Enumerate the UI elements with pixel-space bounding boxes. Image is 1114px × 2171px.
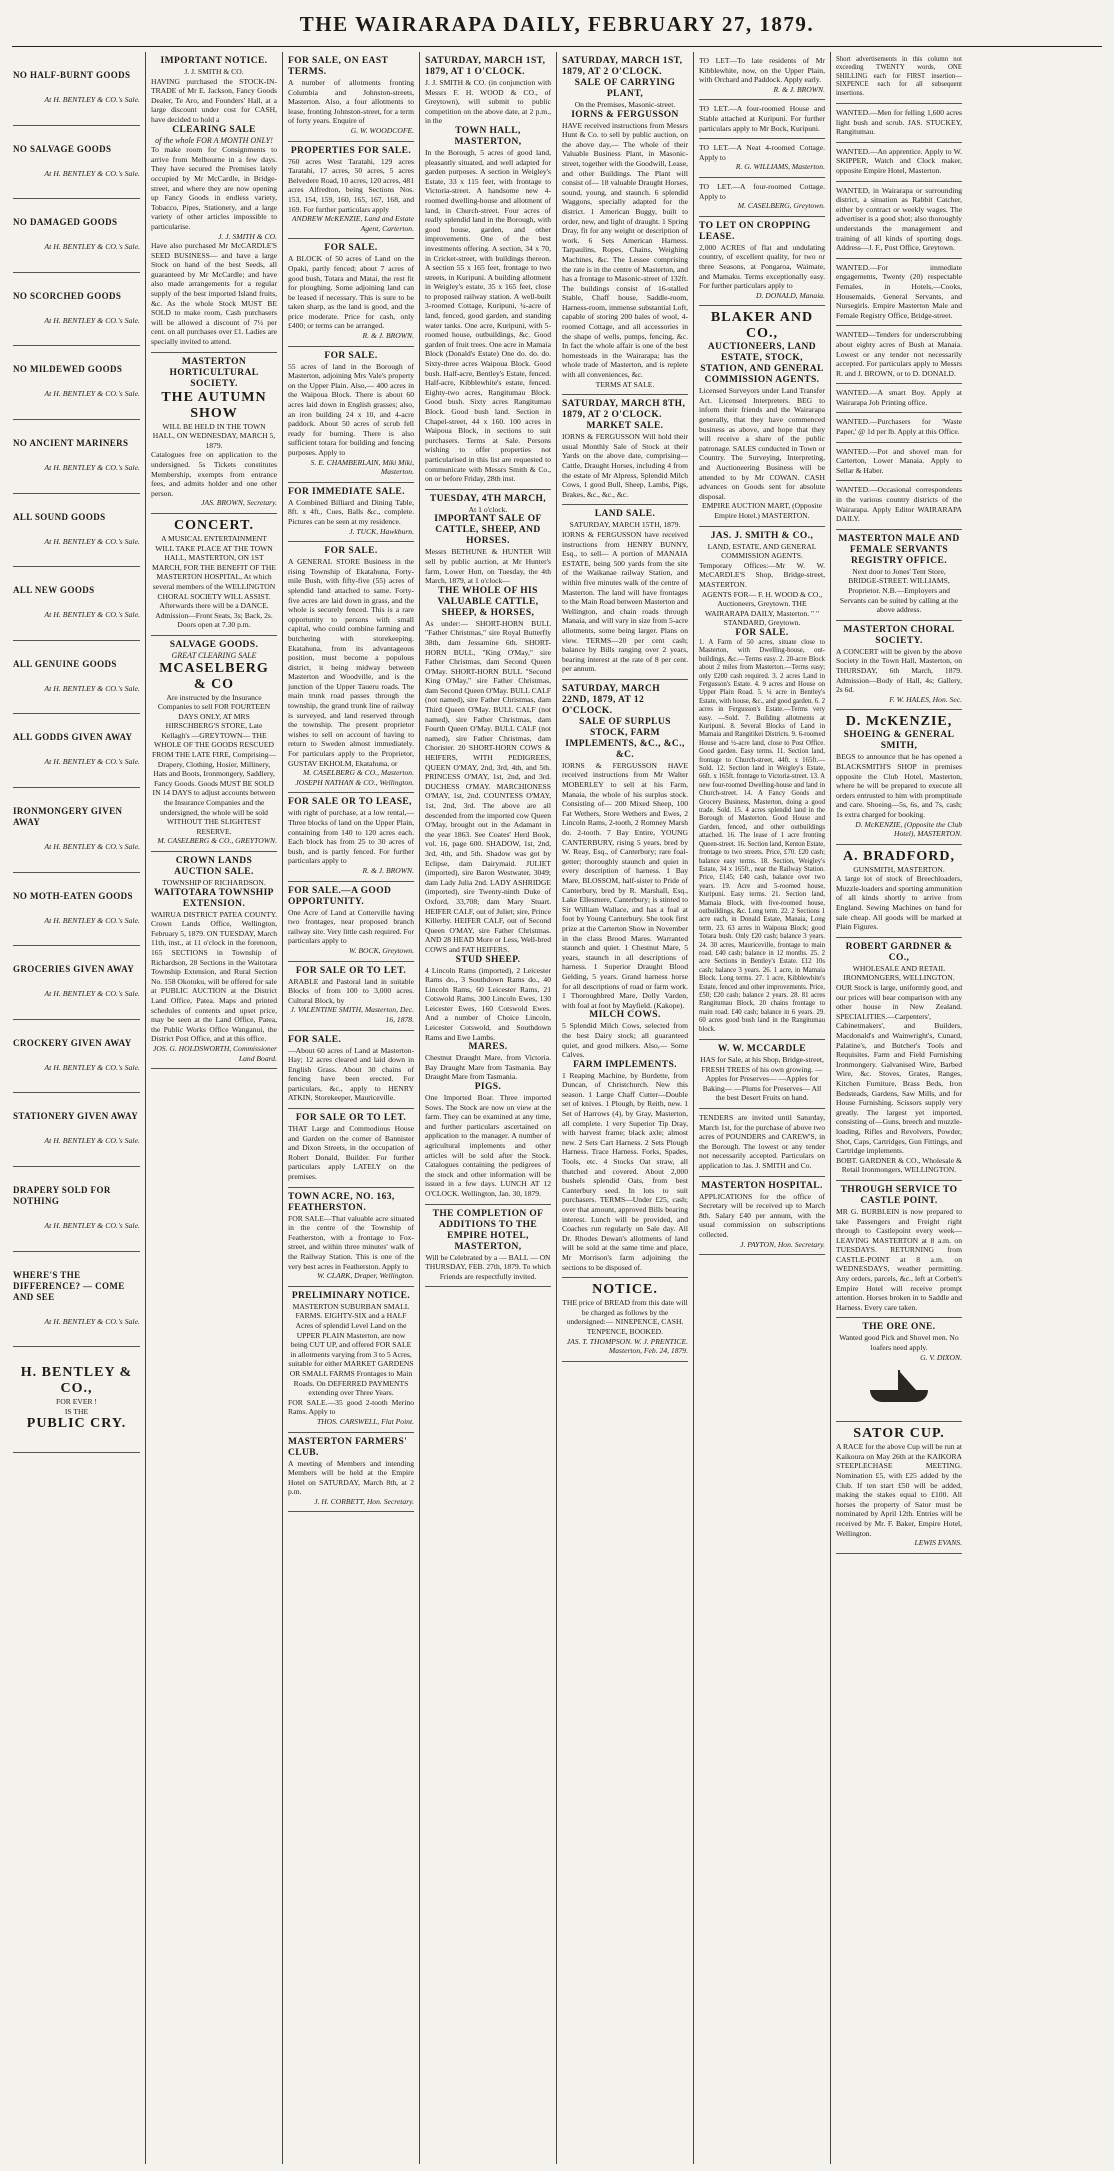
cattle-sale-ad [425,490,551,1205]
prelim-heading: PRELIMINARY NOTICE. [291,1290,411,1301]
wanted-5 [836,326,962,384]
smith-agents-ad [699,527,825,1040]
town-hall-sale-ad [425,52,551,490]
tue-title: IMPORTANT SALE OF CATTLE, SHEEP, AND HORSES. [434,514,542,547]
land-sale-ad [562,505,688,680]
mkt-title: MARKET SALE. [586,421,664,432]
town-body: FOR SALE—That valuable acre situated in the centre of the Township of Featherston, with a frontage to Fox-street, and within three minutes' walk of the Railway Station. This is one of the very best acres in Featherston. Apply to [288,1213,414,1271]
teaser-sub: At H. BENTLEY & CO.'s Sale. [44,1316,140,1326]
teaser-heading: NO MILDEWED GOODS [13,364,123,375]
crop-body: 2,000 ACRES of flat and undulating country, of excellent quality, for two or three Seasons, at Pongaroa, Waimate, and Mamaku. Terms exceptionally easy. For further particulars apply to [699,242,825,291]
surplus-body: IORNS & FERGUSSON HAVE received instructions from Mr Walter MOBERLEY to sell at his Farm, Manaia, the whole of his surplus stock. Consisting of— 200 Mixed Sheep, 100 Fat Wethers, Store Wethers and Ewes, 2 Lincoln Rams, 2-tooth, 2 Romney Marsh do. 2-tooth. 7 Bay Entire, YOUNG CANTERBURY, rising 5 years, bred by W. Reay, Esq., of Canterbury; rare foal-getter; thoroughly staunch and quiet in every description of harness. 1 Bay Mare, BLOSSOM, half-sister to Pride of Canterbury, bred by R. Marshall, Esq., Lake Ellesmere, Canterbury; is stinted to Sir William Wallace, and has a foal at foot by Young Canterbury. She took first prize at the Carterton Show in November in the class Brood Mares. Warranted staunch and quiet. 1 Chestnut Mare, 5 years, staunch in all descriptions of harness. 1 Superior Draught Blood Gelding, 5 years. Grand harness horse for all descriptions of road or farm work. 1 Thoroughbred Mare, Dolly Varden, with foal at foot by Mayfield. (Kakope). [562,760,688,1010]
club-heading: MASTERTON FARMERS' CLUB. [288,1436,408,1458]
invest-body: One Acre of Land at Cotterville having two frontages, near proposed branch railway site. Very little cash required. For particulars apply to [288,907,414,946]
bentley-teaser-ad [13,714,140,788]
column-2 [145,52,282,2164]
bread-body: THE price of BREAD from this date will be charged as follows by the undersigned:— NINEPENCE, CASH. TENPENCE, BOOKED. [562,1298,688,1336]
smith-body: Temporary Offices:—Mr W. W. McCARDLE'S Shop, Bridge-street, MASTERTON. [699,560,825,589]
opportunity-ad [288,882,414,962]
crown-lands-ad [151,852,277,1069]
east-terms-ad [288,52,414,142]
let1-signature: R. & J. BROWN. [773,84,825,94]
store-signature: M. CASELBERG & CO., Masterton. JOSEPH NATHAN & CO., Wellington. [295,768,414,787]
house-let-ad [288,1109,414,1188]
teaser-heading: ALL SOUND GOODS [13,511,106,522]
let-body: with right of purchase, at a low rental,— Three blocks of land on the Upper Plain, containing from 140 to 120 acres each. Each block has from 25 to 30 acres of bush, and is partly fenced. For further particulars apply to [288,808,414,866]
wanted-8 [836,443,962,482]
teaser-sub: At H. BENTLEY & CO.'s Sale. [44,915,140,925]
stud-heading: STUD SHEEP. [455,954,521,965]
columns [8,52,1106,2164]
immediate-sale-ad [288,483,414,542]
column-4 [419,52,556,2164]
wanted-7-body: WANTED.—Purchasers for 'Waste Paper,' @ 1d per lb. Apply at this Office. [836,417,962,437]
choral-body: A CONCERT will be given by the above Society in the Town Hall, Masterton, on THURSDAY, 6th March, 1879. Admission—Body of Hall, 4s; Gallery, 2s 6d. [836,646,962,695]
teaser-sub: At H. BENTLEY & CO.'s Sale. [44,1062,140,1072]
blaker-ad [699,306,825,526]
notice-heading: IMPORTANT NOTICE. [160,56,268,66]
notice-firm: J. J. SMITH & CO. [184,67,244,76]
rg-heading: ROBERT GARDNER & CO., [845,941,953,963]
crown-sub: TOWNSHIP OF RICHARDSON. [162,878,266,887]
let4-body: TO LET.—A four-roomed Cottage. Apply to [699,181,825,201]
masthead-rule [12,46,1102,47]
props-body: 760 acres West Taratahi, 129 acres Taratahi, 17 acres, 50 acres, 5 acres Belvedere Road, 10 acres, 120 acres, 481 acres Alfredton, being Sections Nos. 153, 154, 159, 160, 165, 167, 168, and 169. For further particulars apply [288,156,414,214]
store-sale-ad [288,542,414,793]
surplus-heading: SATURDAY, MARCH 22ND, 1879, AT 12 O'CLOCK. [562,683,661,716]
sat-body: In the Borough, 5 acres of good land, pleasantly situated, and well adapted for garden purposes. A section in Weigley's Estate, 33 x 115 feet, with frontage to Victoria-street. A handsome new 4-roomed dwelling-house and allotment of land, in Church-street. Four acres of really splendid land in the Borough, with good house, garden, and other improvements. One of the best investments offering. A section, 34 x 70, in Cricket-street, with buildings thereon. A section 55 x 165 feet, frontage to two streets, in Kuripuni. A building allotment in Weigley's estate, 35 x 165 feet, close to proposed railway station. A well-built 3-roomed Cottage, Kuripuni, ¼-acre of land, fenced, good garden, and standing water tanks. One acre, Kuripuni, with 5-roomed house, outbuildings, &c. Good garden of fruit trees. One acre in Mamaia Block (Donald's Estate) One do. do. do. Sixty-three acres Waipoua Block. Good bush. Half-acre, Bentley's Estate, fenced. Half-acre, Kibblewhite's estate, fenced. Eighty-two acres, Rangitumau Block. Good bush. Sixty acres Rangitumau Block. Good bush land. Section in Chapel-street, 44 x 160. 100 acres in Waipoua Block, in sections to suit purchasers. Terms at Sale. Persons wishing to offer properties not particularised in this list are requested to communicate with Messrs Smith & Co., on or before Friday, 28th inst. [425,147,551,484]
mkt-heading: SATURDAY, MARCH 8TH, 1879, AT 2 O'CLOCK. [562,399,686,421]
crown-body: WAIRUA DISTRICT PATEA COUNTY. Crown Lands Office, Wellington, February 5, 1879. ON TUESDAY, March 11th, inst., at 11 o'clock in the forenoon, 165 SECTIONS in Township of Richardson, 28 Sections in the Waitotara Township Extension, and Rural Section No. 158 Okotuku, will be offered for sale at PUBLIC AUCTION at the District Land Office, Patea. Maps and printed schedules of contents and upset price, may be seen at the Land Office, Patea, the Public Works Office Wanganui, the District Post Office, and at this office. [151,909,277,1044]
sator-body: A RACE for the above Cup will be run at Kaikoura on May 26th at the KAIKORA STEEPLECHASE MEETING. Nomination £5, with £25 added by the Club. If ten start £50 will be added, making the stakes equal to £100. All horses the property of Sator must be nominated by April 12th. Entries will be received by Mr. F. Baker, Empire Hotel, Wellington. [836,1442,962,1538]
notice-body: HAVING purchased the STOCK-IN-TRADE of Mr E. Jackson, Fancy Goods Dealer, Te Aro, and Founders' Hall, at a large discount under cost for CASH, have decided to hold a [151,76,277,124]
invest-signature: W. BOCK, Greytown. [348,945,414,955]
sale2-signature: S. E. CHAMBERLAIN, Miki Miki, Masterton. [310,457,414,477]
hort-body: Catalogues free on application to the undersigned. 5s Tickets constitutes Membership, exempts from entrance fees, and admits holder and one other person. [151,450,277,498]
prelim-sale: FOR SALE.—35 good 2-tooth Merino Rams. Apply to [288,1397,414,1417]
ship-woodcut-icon [864,1368,934,1410]
lett2-heading: FOR SALE. [288,1034,342,1045]
east-signature: G. W. WOODCOFE. [350,125,414,135]
hosp-signature: J. PAYTON, Hon. Secretary. [740,1239,825,1249]
town-heading: TOWN ACRE, NO. 163, FEATHERSTON. [288,1191,395,1213]
herd-heading: THE WHOLE OF HIS VALUABLE CATTLE, SHEEP, & HORSES, [437,585,539,618]
salvage-heading: SALVAGE GOODS. [169,639,259,650]
teaser-sub: At H. BENTLEY & CO.'s Sale. [44,757,140,767]
ore-one-ad [836,1318,962,1422]
teaser-sub: At H. BENTLEY & CO.'s Sale. [44,841,140,851]
teaser-sub: At H. BENTLEY & CO.'s Sale. [44,462,140,472]
club-signature: J. H. CORBETT, Hon. Secretary. [314,1496,414,1506]
mc-firm: W. W. MCCARDLE [717,1044,807,1055]
town-acre-ad [288,1188,414,1287]
teaser-sub: At H. BENTLEY & CO.'s Sale. [44,536,140,546]
east-body: A number of allotments fronting Columbia and Johnston-streets, Masterton. Also, a four allotments to lease, fronting Johnston-street, for a term of forty years. Enquire of [288,78,414,126]
mck-heading: D. McKENZIE, [845,714,953,730]
sale-signature: R. & J. BROWN. [362,331,414,341]
teaser-heading: NO DAMAGED GOODS [13,217,118,228]
column-5 [556,52,693,2164]
wanted-2-body: WANTED.—An apprentice. Apply to W. SKIPPER, Watch and Clock maker, opposite Empire Hotel, Masterton. [836,146,962,175]
clearing-sub: of the whole FOR A MONTH ONLY! [155,135,273,145]
teaser-sub: At H. BENTLEY & CO.'s Sale. [44,389,140,399]
smith-notice-ad [151,52,277,353]
rates-body: Short advertisements in this column not exceeding TWENTY words, ONE SHILLING each for FIRST insertion—SIXPENCE each for all subsequent insertions. [836,56,962,97]
bread-heading: NOTICE. [592,1282,658,1298]
teaser-heading: NO ANCIENT MARINERS [13,437,129,448]
rates-notice [836,52,962,104]
wanted-6 [836,384,962,413]
bentley-teaser-ad [13,52,140,126]
tender-body: TENDERS are invited until Saturday, March 1st, for the purchase of above two acres of POUNDERS and CAREW'S, in the Borough. The lowest or any tender not necessarily accepted. Particulars on application to Jas. J. SMITH and Co. [699,1113,825,1170]
salvage-sub: GREAT CLEARING SALE [171,650,257,660]
teaser-sub: At H. BENTLEY & CO.'s Sale. [44,95,140,104]
wanted-2 [836,143,962,182]
teaser-heading: ALL GODDS GIVEN AWAY [13,732,133,743]
land-heading: LAND SALE. [594,509,656,520]
bentley-teaser-ad [13,788,140,873]
let3-signature: R. G. WILLIAMS, Masterton. [735,162,825,172]
to-let-1 [699,52,825,100]
hort-signature: JAS. BROWN, Secretary. [201,498,277,508]
teaser-heading: DRAPERY SOLD FOR NOTHING [13,1184,111,1206]
masthead-title: THE WAIRARAPA DAILY, FEBRUARY 27, 1879. [299,11,815,36]
cropping-lease-ad [699,217,825,307]
herd-body: As under:— SHORT-HORN BULL "Father Christmas," sire Royal Butterfly 38th, dam Jessamine 6th. SHORT-HORN BULL, "King O'May," sire Father Christmas, dam Second Queen O'May. SHORT-HORN BULL "Second King O'May," sire Father Christmas, dam Second Queen O'May. BULL CALF (not named), sire Father Christmas, dam Third Queen O'May. BULL CALF (not named), sire Father Christmas, dam Fourth Queen O'May. BULL CALF (not named), sire Father Christmas, dam Chorister. 20 SHORT-HORN COWS & HEIFERS, WITH PEDIGREES, QUEEN O'MAY, 2nd, 3rd, 4th, and 5th. PRINCESS O'MAY, 1st, 2nd, and 3rd. DUCHESS O'MAY. MARCHIONESS O'MAY, 1st, 2nd. COUNTESS O'MAY, 1st, 2nd, 3rd. The above are all descended from the imported cow Queen O'May, brought out in the Adamant in the year 1863. See Coates' Herd Book, vol. 16, page 600. SHADOW, 1st, 2nd, 3rd, 4th, and 5th. Shadow was got by Eclipse, dam Dairymaid. JULIET (imported), sire Baron Westwater, 3049; dam Lady Julia 2nd. LADY ASHRIDGE (imported), sire Twenty-ninth Duke of Oxford, 33,708; dam Mary Stuart. HEIFER CALF, out of Juliet; sire, Prince Killerby. HEIFER CALF, out of Second Queen O'MAY, sire Father Christmas. AND 28 HEAD More or Less, Well-bred COWS and FAT HEIFERS. [425,618,551,954]
prelim-signature: THOS. CARSWELL, Flat Point. [316,1416,414,1426]
bread-notice-ad [562,1278,688,1362]
land-date: SATURDAY, MARCH 15TH, 1879. [569,520,681,530]
lett-heading: FOR SALE OR TO LET. [295,965,407,976]
mares-heading: MARES. [468,1042,508,1053]
plant-where: On the Premises, Masonic-street. [574,100,676,109]
reg-body: Next door to Jones' Tent Store, BRIDGE-STREET. WILLIAMS, Proprietor. N.B.—Employers and Servants can be suited by calling at the above address. [839,566,959,615]
mkt-body: IORNS & FERGUSSON Will hold their usual Monthly Sale of Stock at their Yards on the above date, comprising— Cattle, Draught Horses, including 4 from the estate of Mr Alpress, Splendid Milch Cows, 1 good Bull, Sheep, Lambs, Pigs, Brakes, &c., &c., &c. [562,432,688,499]
imm-signature: J. TUCK, Hawkburn. [349,526,414,536]
salvage-firm: MCASELBERG & CO [159,660,269,692]
concert-heading: CONCERT. [174,517,254,533]
milch-body: 5 Splendid Milch Cows, selected from the best Dairy stock; all guaranteed quiet, and good milkers. Also,— Some Calves. [562,1021,688,1060]
masthead [0,0,1114,48]
wanted-5-body: WANTED—Tenders for underscrubbing about eighty acres of Bush at Manaia. Lowest or any tender not necessarily accepted. For particulars apply to Messrs R. and J. BROWN, or to D. DONALD. [836,330,962,378]
teaser-sub: At H. BENTLEY & CO.'s Sale. [44,1220,140,1230]
rg-sub: WHOLESALE AND RETAIL IRONMONGERS, WELLINGTON. [843,963,955,983]
crown-signature: JOS. G. HOLDSWORTH, Commissioner Land Board. [152,1043,277,1063]
lett3-body: THAT Large and Commodious House and Garden on the corner of Bannister and Dixon Streets, in the occupation of Robert Donald, Builder. For further particulars apply LATELY on the premises. [288,1124,414,1182]
teaser-heading: NO SALVAGE GOODS [13,143,112,154]
mck-body: BEGS to announce that he has opened a BLACKSMITH'S SHOP in premises opposite the Club Hotel, Masterton, where he will be prepared to execute all orders entrusted to him with promptitude and care. Shoeing—5s, 6s, and 7s, cash; 1s extra charged for booking. [836,752,962,819]
lett-body: ARABLE and Pastoral land in suitable Blocks of from 100 to 3,000 acres. Cultural Block, by [288,976,414,1005]
brad-sub: GUNSMITH, MASTERTON. [853,864,945,874]
smith-agents: AGENTS FOR— F. H. WOOD & CO., Auctioneers, Greytown. THE WAIRARAPA DAILY, Masterton. " " STANDARD, Greytown. [701,589,823,628]
plant-title: SALE OF CARRYING PLANT, [574,78,676,99]
teaser-heading: WHERE'S THE DIFFERENCE? — COME AND SEE [13,1269,125,1302]
town-signature: W. CLARK, Draper, Wellington. [317,1271,414,1281]
steam-body: MR G. BURBLEIN is now prepared to take Passengers and Freight right through to Castlepoint every week— LEAVING MASTERTON at 8 a.m. on TUESDAYS. RETURNING from CASTLE-POINT at 8 a.m. on WEDNESDAYS, weather permitting. Any orders, parcels, &c., left at Corbett's Empire Hotel will receive prompt attention. Horses broken in to Saddle and Harness. Every care taken. [836,1206,962,1312]
let-heading: FOR SALE OR TO LEASE, [288,797,412,808]
borough-sale-ad [288,347,414,483]
wanted-9 [836,481,962,529]
bentley-teaser-ad [13,346,140,420]
lease-ad [288,793,414,881]
hort-heading: MASTERTON HORTICULTURAL SOCIETY. [169,356,259,389]
let-signature: R. & J. BROWN. [362,865,414,875]
props-signature: ANDREW McKENZIE, Land and Estate Agent, Carterton. [291,214,414,233]
bentley-teaser-ad [13,1093,140,1167]
blaker-heading: BLAKER AND CO., [710,310,814,342]
wanted-4-body: WANTED.—For immediate engagements, Twenty (20) respectable Females, in Hotels,—Cooks, Housemaids, General Servants, and Nursegirls. Empire Masterton Male and Female Registry Office, Bridge-street. [836,262,962,320]
store-body: A GENERAL STORE Business in the rising Township of Ekatahuna, Forty-mile Bush, with fifty-five (55) acres of splendid land attached to same. Forty-five acres are laid down in grass, and the whole is securely fenced. This is a rare opportunity to persons with small capital, who could combine farming and butchering with storekeeping. Ekatahuna, from its advantageous position, must become a populous district, it being midway between Masterton and Woodville, and is the junction of the Upper Taueru roads. The main trunk road passes through the township, the grand trunk line of railway is surveyed, and land reserved through the township. The present proprietor wishes to sell on account of having to return to Sweden almost immediately. For particulars apply to the Proprietor, GUSTAV EKHOLM, Ekatahuna, or [288,557,414,768]
to-let-3 [699,139,825,178]
teaser-heading: ALL GENUINE GOODS [13,658,117,669]
wanted-3-body: WANTED, in Wairarapa or surrounding district, a situation as Rabbit Catcher, either by contract or weekly wages. The advertiser is a good shot; also thoroughly understands the management and training of all kinds of sporting dogs. Address—J. F., Post Office, Greytown. [836,185,962,253]
teaser-sub: At H. BENTLEY & CO.'s Sale. [44,610,140,620]
lett2-body: —About 60 acres of Land at Masterton-Hay; 12 acres cleared and laid down in English Grass. About 30 chains of fencing have been erected. For particulars, &c., apply to HENRY ATKIN, Storekeeper, Mauriceville. [288,1045,414,1103]
let4-signature: M. CASELBERG, Greytown. [737,201,825,211]
imm-heading: FOR IMMEDIATE SALE. [288,486,405,497]
prelim-body: MASTERTON SUBURBAN SMALL FARMS. EIGHTY-SIX and a HALF Acres of splendid Level Land on the UPPER PLAIN Masterton, are now being CUT UP, and offered FOR SALE in allotments varying from 3 to 5 Acres, suitable for either MARKET GARDENS OR SMALL FARMS Frontages to Main Roads. On DEFERRED PAYMENTS extending over Three Years. [288,1301,414,1398]
bread-signature: JAS. T. THOMPSON. W. J. PRENTICE. Masterton, Feb. 24, 1879. [566,1336,688,1356]
column-3 [282,52,419,2164]
choral-heading: MASTERTON CHORAL SOCIETY. [843,624,955,646]
sator-heading: SATOR CUP. [853,1426,945,1442]
teaser-heading: CROCKERY GIVEN AWAY [13,1037,132,1048]
stud-body: 4 Lincoln Rams (imported), 2 Leicester Rams do., 3 Southdown Rams do., 40 Lincoln Rams, 60 Leicester Rams, 21 Cotswold Rams, 300 Lincoln Ewes, 130 Leicester Ewes, 160 Cotswold Ewes. And a number of Choice Lincoln, Leicester Cotswold, and Southdown Rams and Ewe Lambs. [425,965,551,1042]
column-6 [693,52,830,2164]
bentley-teaser-ad [13,1020,140,1094]
teaser-heading: NO HALF-BURNT GOODS [13,70,131,80]
bentley-teaser-ad [13,420,140,494]
brad-body: A large lot of stock of Breechloaders, Muzzle-loaders and sporting ammunition of all kinds shortly to arrive from England. Sewing Machines on hand for sale cheap. All goods will be marked at Plain Figures. [836,874,962,932]
sale2-body: 55 acres of land in the Borough of Masterton, adjoining Mrs Vale's property on the Upper Plain. Also,— 400 acres in the Waipoua Block. There is about 60 acres laid down in English grasses; also, an iron building 24 x 10, and 4-acre paddock. About 50 acres of scrub fell ready for burning. There is also sufficient totara for building and fencing purposes. Apply to [288,361,414,457]
teaser-heading: STATIONERY GIVEN AWAY [13,1111,139,1122]
tue-heading: TUESDAY, 4TH MARCH, [429,493,547,504]
mares-body: Chestnut Draught Mare, from Victoria. Bay Draught Mare from Tasmania. Bay Draught Mare from Tasmania. [425,1053,551,1082]
dog-signature: G. V. DIXON. [920,1352,962,1362]
clearing-body: To make room for Consignments to arrive from Melbourne in a few days. They have secured the Premises lately occupied by Mr McCardle, in Bridge-street, and where they are now opening up Fancy Goods in endless variety, Tobacco, Pipes, Stationery, and a large variety of other articles impossible to particularise. [151,145,277,231]
properties-ad [288,142,414,240]
hort-where: WILL BE HELD IN THE TOWN HALL, ON WEDNESDAY, MARCH 5, 1879. [152,421,276,450]
reg-heading: MASTERTON MALE AND FEMALE SERVANTS REGISTRY OFFICE. [838,533,960,566]
teaser-sub: At H. BENTLEY & CO.'s Sale. [44,315,140,325]
closing-line-1: FOR EVER ! [56,1397,97,1407]
impl-heading: FARM IMPLEMENTS. [573,1059,677,1070]
clearing-signature: J. J. SMITH & CO. [218,231,277,241]
pigs-body: One Imported Boar. Three imported Sows. The Stock are now on view at the farm. They can be examined at any time, and further particulars ascertained on application to the manager. A number of agricultural implements and other articles will be sold after the Stock. Catalogues containing the pedigrees of the stock and other information will be issued in a few days. LUNCH AT 12 O'CLOCK. Wellington, Jan. 30, 1879. [425,1093,551,1198]
salvage-body: Are instructed by the Insurance Companies to sell FOR FOURTEEN DAYS ONLY, AT MRS HIRSCHBERG'S STORE, Late Kellagh's —GREYTOWN— THE WHOLE OF THE GOODS RESCUED FROM THE LATE FIRE, Comprising— Drapery, Clothing, Hosier, Millinery, Hats and Boots, Ironmongery, Saddlery, Fancy Goods. Goods MUST BE SOLD IN 14 DAYS to adjust accounts between the Insurance Companies and the undersigned, the whole will be sold WITHOUT THE SLIGHTEST RESERVE. [151,692,277,836]
wanted-3 [836,182,962,259]
teaser-sub: At H. BENTLEY & CO.'s Sale. [44,683,140,693]
bentley-teaser-ad [13,1167,140,1252]
east-heading: FOR SALE, ON EAST TERMS. [288,56,389,77]
preliminary-notice-ad [288,1287,414,1433]
bentley-teaser-ad [13,946,140,1020]
clearing-heading: CLEARING SALE [172,124,256,135]
mck-signature: D. McKENZIE, (Opposite the Club Hotel), MASTERTON. [855,819,962,839]
teaser-sub: At H. BENTLEY & CO.'s Sale. [44,242,140,252]
smith-sub: LAND, ESTATE, AND GENERAL COMMISSION AGENTS. [707,541,817,561]
blaker-mart: EMPIRE AUCTION MART, (Opposite Empire Hotel.) MASTERTON. [701,501,823,520]
hosp-body: APPLICATIONS for the office of Secretary will be received up to March 8th. Salary £40 per annum, with the usual commission on subscriptions collected. [699,1191,825,1239]
sale-or-let-ad [288,962,414,1031]
sale2-heading: FOR SALE. [324,350,378,361]
wanted-7 [836,413,962,442]
teaser-heading: NO MOTH-EATEN GOODS [13,890,133,901]
steam-heading: THROUGH SERVICE TO CASTLE POINT. [840,1184,958,1206]
plant-terms: TERMS AT SALE. [595,379,655,389]
crop-signature: D. DONALD, Manaia. [756,290,825,300]
hort-show: THE AUTUMN SHOW [161,389,267,421]
plant-heading: SATURDAY, MARCH 1ST, 1879, AT 2 O'CLOCK. [562,56,683,77]
teaser-heading: NO SCORCHED GOODS [13,290,122,301]
props-heading: PROPERTIES FOR SALE. [290,145,412,156]
bentley-teaser-ad [13,641,140,715]
opaki-sale-ad [288,239,414,346]
sator-cup-ad [836,1422,962,1554]
bentley-teaser-ad [13,126,140,200]
salvage-ad [151,636,277,852]
let2-body: TO LET.—A four-roomed House and Stable attached at Kuripuni. For further particulars apply to Mr Bock, Kuripuni. [699,104,825,133]
surplus-title: SALE OF SURPLUS STOCK, FARM IMPLEMENTS, &C., &C., &C. [565,716,685,760]
wanted-1 [836,104,962,143]
smith-list: 1. A Farm of 50 acres, situate close to Masterton, with Dwelling-house, out-buildings, &c.—Terms easy. 2. 20-acre Block about 2 miles from Masterton.—Terms easy; only £200 cash required. 3. 2 acres Land in Fergusson's Estate. 4. 9 acres and House on Upper Plain Road. 5. ¼ acre in Bentley's Estate, with house, &c., and good garden. 6. 2 acres in Fergusson's Estate.—Terms very easy. —Sold. 7. Building allotments at Kuripuni. 8. Several Blocks of Land in Mamaia and Rangitikei Districts. 9. 6-roomed House and ½-acre land, close to Post Office. Good garden. Easy terms. 11. Section land, frontage to Church-street, 44ft. x 165ft.—Sold. 12. Section land in Weigley's Estate, 66ft. x 165ft. frontage to Victoria-street. 13. A new four-roomed Dwelling-house and land in Church-street. 14. A Fancy Goods and Grocery Business, Masterton, doing a good trade. Sold. 15. 4 acres splendid land in the Borough of Masterton. Good House and Garden, fenced, and other outbuildings attached. 16. The lease of 1 acre fronting Queen-street. 16. Section land, Kenton Estate, frontage to two streets. Price, £70. £20 cash; balance easy terms. 18. Section, Weigley's Estate, 34 x 165ft., near the Railway Station. Price, £145; £40 cash, balance over two years. 19. Acre and 5-roomed house, Kuripuni. Easy terms. 21. Section land, Mamaia Block, with five-roomed house, outbuildings, &c. Long term. 22. 2 Sections 1 acre each, in Donald Estate, Manaia, Long term. 23. 63 acres in Waipoua Block; good Totara bush. Only £20 cash; balance 3 years. 24. 30 acres, Mauriceville, frontage to main road. £40 cash; balance in 12 months. 25. 2 acre Sections in Bentley's Estate. £12 10s cash; balance 3 years. 26. 1 acre, in Mamaia Block. Long terms. 27. 1 acre, Kibblewhite's Estate, fenced and other improvements. Price, £50; £20 cash; balance 2 years. 28. 81 acres Rangitumau Block, 20 chains frontage to main road. £40 cash; balance in 6 years. 29. 60 acres good bush land in the Rangitumau block. [699,638,825,1033]
sale-heading: FOR SALE. [324,243,378,254]
choral-signature: F. W. HALES, Hon. Sec. [889,694,962,704]
empire-hotel-ad [425,1205,551,1288]
registry-office-ad [836,530,962,621]
mckenzie-smith-ad [836,710,962,844]
bentley-teaser-ad [13,1252,140,1348]
let1-body: TO LET—To late residents of Mr Kibblewhite, now, on the Upper Plain, with Orchard and Paddock. Apply early. [699,56,825,85]
choral-society-ad [836,621,962,711]
masterton-hay-ad [288,1031,414,1110]
rg-signature: BOBT. GARDNER & CO., Wholesale & Retail Ironmongers, WELLINGTON. [836,1155,962,1175]
milch-heading: MILCH COWS. [589,1010,661,1021]
closing-firm: H. BENTLEY & CO., [20,1365,133,1397]
sator-signature: LEWIS EVANS. [914,1538,962,1548]
concert-ad [151,514,277,636]
column-1 [8,52,145,2164]
hospital-ad [699,1177,825,1256]
blaker-body: Licensed Surveyors under Land Transfer Act. Licensed Interpreters. BEG to inform their friends and the Wairarapa generally, that they have commenced business as above, and hope that they will receive a share of the public patronage. SALES conducted in Town or Country. The Surveying, Interpreting, and Auctioneering Business will be attended to by Mr COWAN. CASH advances on Goods sent for absolute disposal. [699,386,825,501]
crown-heading: CROWN LANDS AUCTION SALE. [174,856,254,877]
let3-body: TO LET.—A Neat 4-roomed Cottage. Apply to [699,143,825,162]
impl-body: 1 Reaping Machine, by Burdette, from Duncan, of Christchurch. New this season. 1 Large Chaff Cutter—Double set of knives. 1 Plough, by Reith, new. 1 Set of Harrows (4), by Gray, Masterton, all complete. 1 very Superior Tip Dray, with harvest frame; black axle; almost new. 2 Sets Cart Harness. 2 Sets Plough Harness. Trace Harness. Forks, Spades, Tools, etc. 4 Stocks Oat straw, all thatched and covered. About 2,000 bushels splendid Oats, from best Canterbury seed. In lots to suit purchasers. TERMS—Under £25, cash; over that amount, approved Bills bearing interest. Lunch will be provided, and Coaches run regularly on Sale day. All Dr. Rhodes Dewan's allotments of land will be sold at the same time and place, Mr Morrison's farm adjoining the sections to be disposed of. [562,1070,688,1272]
lett3-heading: FOR SALE OR TO LET. [295,1113,407,1124]
to-let-2 [699,100,825,139]
teaser-heading: GROCERIES GIVEN AWAY [13,964,135,975]
plant-firm: IORNS & FERGUSSON [571,109,679,120]
mc-body: HAS for Sale, at his Shop, Bridge-street, FRESH TREES of his own growing. —Apples for Preserves— —Apples for Baking— —Plums for Preserves— All the best Desert Fruits on hand. [700,1055,824,1103]
column-7 [830,52,967,2164]
closing-line-2: IS THE [64,1406,89,1416]
salvage-signature: M. CASELBERG & CO., GREYTOWN. [157,836,277,846]
imm-body: A Combined Billiard and Dining Table, 8ft. x 4ft., Cues, Balls &c., complete. Pictures can be seen at my residence. [288,497,414,526]
bentley-teaser-ad [13,273,140,347]
bentley-teaser-ad [13,873,140,947]
gardner-ad [836,938,962,1181]
bentley-teaser-ad [13,567,140,641]
wanted-4 [836,259,962,327]
hosp-heading: MASTERTON HOSPITAL. [701,1180,823,1191]
wanted-6-body: WANTED.—A smart Boy. Apply at Wairarapa Job Printing office. [836,388,962,407]
seed-body: Have also purchased Mr McCARDLE'S SEED BUSINESS— and have a large Stock on hand of the best Seeds, all guaranteed by Mr McCardle; and have also made arrangements for a regular supply of the best imported Island fruits, &c. As the whole Stock MUST BE SOLD to make room, Cash purchasers will be allowed a discount of 7½ per cent. on all purchases over £1. Ladies are specially invited to attend. [151,241,277,347]
sat-heading: SATURDAY, MARCH 1ST, 1879, AT 1 O'CLOCK. [425,56,546,77]
smith-list-heading: FOR SALE. [735,627,789,638]
empire-body: Will be Celebrated by a — BALL — ON THURSDAY, FEB. 27th, 1879. To which Friends are respectfully invited. [425,1252,551,1281]
land-body: IORNS & FERGUSSON have received instructions from HENRY BUNNY, Esq., to sell— A portion of MANAIA ESTATE, being 500 yards from the site of the Waikanae railway Station, and within five minutes walk of the centre of Masterton. The land will have frontages to the Main Road between Masterton and Wellington, and chain roads through Manaia, and will vary in size from 5-acre allotments, some being larger. Plans on view. TERMS—20 per cent cash; balance by Bills ranging over 2 years, bearing interest at the rate of 8 per cent. per annum. [562,529,688,674]
club-body: A meeting of Members and intending Members will be held at the Empire Hotel on SATURDAY, March 8th, at 2 p.m. [288,1458,414,1497]
teaser-sub: At H. BENTLEY & CO.'s Sale. [44,989,140,999]
market-sale-ad [562,395,688,505]
dog-heading: THE ORE ONE. [862,1322,936,1333]
bentley-teaser-ad [13,494,140,568]
carrying-plant-ad [562,52,688,395]
smith-heading: JAS. J. SMITH & CO., [710,530,814,541]
store-heading: FOR SALE. [324,546,378,557]
tenders-ad [699,1109,825,1177]
bentley-teaser-ad [13,199,140,273]
to-let-4 [699,178,825,217]
sat-firm: J. J. SMITH & CO. (in conjunction with Messrs F. H. WOOD & CO., of Greytown), will submit to public competition on the above date, at 2 p.m., in the [425,78,551,126]
sat-place: TOWN HALL, MASTERTON, [454,125,522,147]
bentley-closing-ad [13,1347,140,1453]
pigs-heading: PIGS. [474,1082,502,1093]
crop-heading: TO LET ON CROPPING LEASE. [699,220,811,242]
teaser-sub: At H. BENTLEY & CO.'s Sale. [44,168,140,178]
castlepoint-ad [836,1181,962,1319]
teaser-heading: IRONMONGERY GIVEN AWAY [13,805,123,827]
plant-body: HAVE received instructions from Messrs Hunt & Co. to sell by public auction, on the above day,— The whole of their Valuable Business Plant, in Masonic-street, together with the Goodwill, Lease, and other Buildings. The Plant will consist of— 18 valuable Draught Horses, sound, young, and staunch. 6 splendid Waggons, specially adapted for the district. 1 American Buggy, built to order, new, and light of draught. 1 Spring Dray, fit for any weight or description of work. 6 Sets American Harness. Tarpaulins, Ropes, Chains, Weighing Machines, &c. The Lessee comprising the rate is in the centre of Masterton, and has a frontage to Masonic-street of 132ft. The buildings consist of 16-stalled Stable, Chaff house, Saddle-room, Harness-room, immense substantial Loft, capable of storing 200 bales of wool, 4-roomed Cottage, and all accessories in the shape of wells, pumps, fencing, &c. In fact the whole affair is one of the best homesteads in the Wairarapa; has the whole trade of Masterton, and is replete with all conveniences, &c. [562,120,688,380]
dog-body: Wanted good Pick and Shovel men. No loafers need apply. [839,1333,959,1353]
invest-heading: FOR SALE.—A GOOD OPPORTUNITY. [288,885,392,907]
teaser-heading: ALL NEW GOODS [13,585,95,596]
bradford-ad [836,845,962,938]
mck-sub: SHOEING & GENERAL SMITH, [843,730,955,752]
empire-heading: THE COMPLETION OF ADDITIONS TO THE EMPIRE HOTEL, MASTERTON, [432,1208,544,1252]
horticultural-ad [151,353,277,514]
tue-body: Messrs BETHUNE & HUNTER Will sell by public auction, at Mr Hunter's farm, Lower Hutt, on Tuesday, the 4th March, 1879, at 1 o'clock— [425,547,551,586]
brad-heading: A. BRADFORD, [843,848,955,864]
teaser-sub: At H. BENTLEY & CO.'s Sale. [44,1136,140,1146]
wanted-1-body: WANTED.—Men for felling 1,600 acres light bush and scrub. JAS. STUCKEY, Rangitumau. [836,108,962,137]
mccardle-ad [699,1040,825,1109]
tue-sub: At 1 o'clock. [468,504,508,514]
wanted-9-body: WANTED.—Occasional correspondents in the various country districts of the Wairarapa. Apply Editor WAIRARAPA DAILY. [836,485,962,524]
concert-body: A MUSICAL ENTERTAINMENT WILL TAKE PLACE AT THE TOWN HALL, MASTERTON, ON 1ST MARCH, FOR THE BENEFIT OF THE MASTERTON HOSPITAL, At which several members of the WELLINGTON CHORAL SOCIETY WILL ASSIST. Afterwards there will be a DANCE. Admission—Front Seats, 3s; Back, 2s. Doors open at 7.30 p.m. [151,533,277,630]
wanted-8-body: WANTED.—Pot and shovel man for Carterton, Lower Manaia. Apply to Sellar & Haber. [836,446,962,475]
lett-signature: J. VALENTINE SMITH, Masterton, Dec. 16, 1878. [290,1005,414,1024]
farmers-club-ad [288,1433,414,1513]
surplus-stock-ad [562,680,688,1278]
closing-line-3: PUBLIC CRY. [26,1416,127,1432]
blaker-sub: AUCTIONEERS, LAND ESTATE, STOCK, STATION, AND GENERAL COMMISSION AGENTS. [700,342,824,386]
rg-body: OUR Stock is large, uniformly good, and our prices will bear comparison with any other house in New Zealand. SPECIALITIES.—Carpenters', Cabinetmakers', and Builders, Macdonald's and Wainwright's, Cunard, Palatine's, and Butcher's Tools and Requisites. Farm and Field Furnishing Ironmongery. Galvanised Wire, Barbed Wire, &c. Stoves, Grates, Ranges, Kitchen Furniture, Brass Beds, Iron Bedsteads, Gardens, Saw Mills, and for House Furnishing. Scissors supply very greatly. The largest yet imported, consisting of—Guns, breech and muzzle-loading, Rifles and Revolvers, Powder, Shot, Caps, Cartridges, Gun Fittings, and Cartridge implements. [836,983,962,1156]
sale-body: A BLOCK of 50 acres of Land on the Opaki, partly fenced; about 7 acres of good bush, Totara and Matai, the rest fit for ploughing. Some adjoining land can be leased if necessary. This is sure to be taken sharp, as the land is good, and the price moderate. Price for cash, only £400; or terms can be arranged. [288,254,414,331]
crown-heading-2: WAITOTARA TOWNSHIP EXTENSION. [154,887,274,909]
